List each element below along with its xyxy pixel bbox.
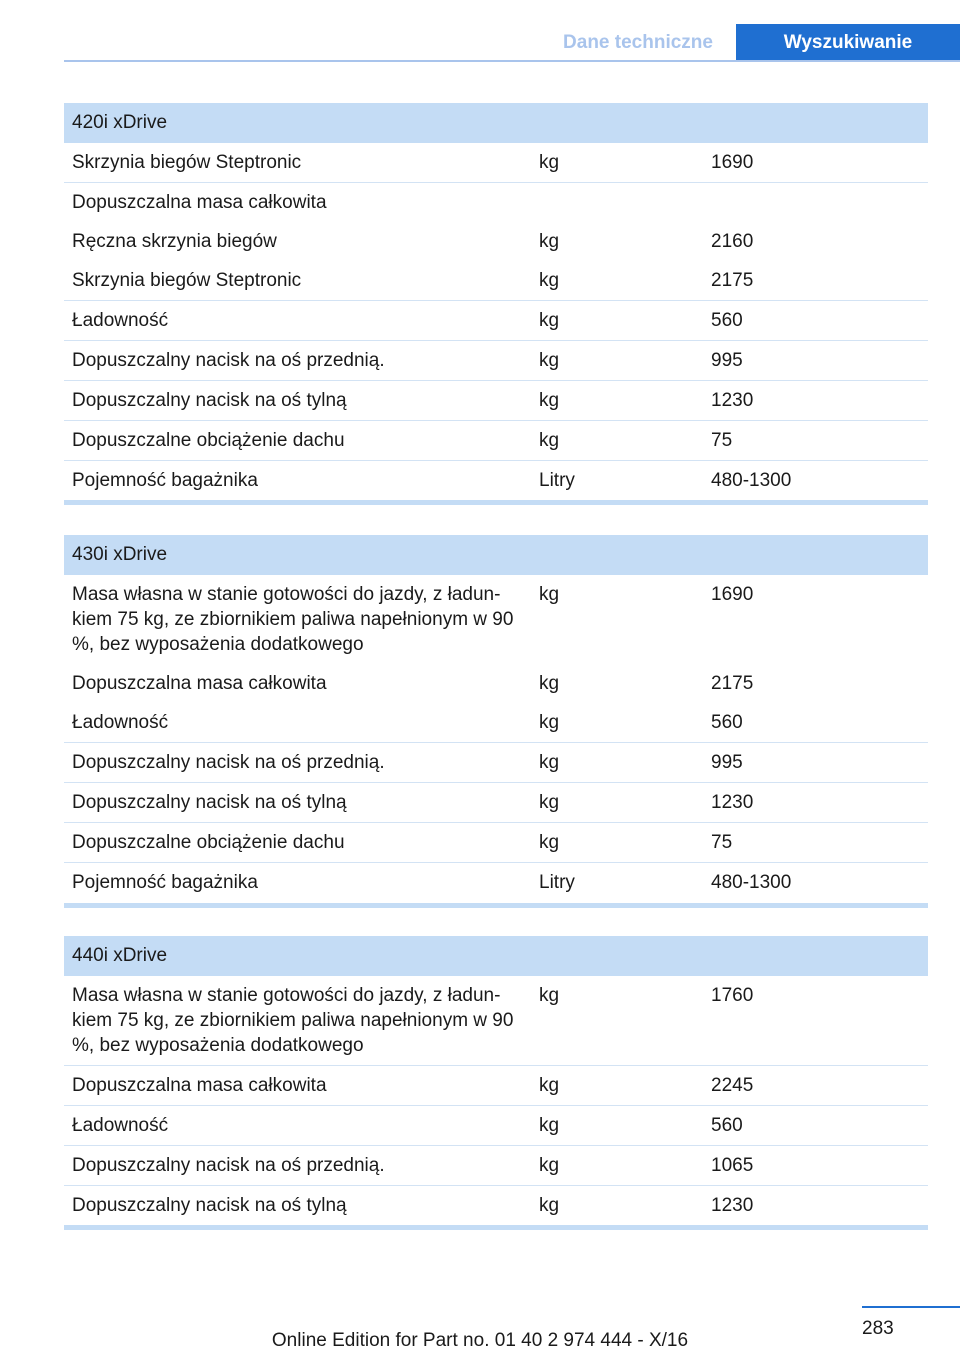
row-unit: kg [539,231,560,252]
row-label: Dopuszczalny nacisk na oś przednią. [72,752,385,773]
footer-edition: Online Edition for Part no. 01 40 2 974 444 - X/16 [271,1330,689,1351]
row-unit: Litry [539,872,575,893]
row-value: 2175 [711,673,754,694]
row-label: Masa własna w stanie gotowości do jazdy, z ładunkiem 75 kg, ze zbiornikiem paliwa napełnionym w 90 %, bez wyposażenia dodatkowego [72,985,514,1056]
row-value: 1690 [711,584,754,605]
row-unit: kg [539,752,560,773]
table-title: 430i xDrive [64,535,928,575]
row-value: 480-1300 [711,470,792,491]
row-unit: kg [539,1115,560,1136]
row-label: Masa własna w stanie gotowości do jazdy, z ładunkiem 75 kg, ze zbiornikiem paliwa napełnionym w 90 %, bez wyposażenia dodatkowego [72,584,514,655]
row-value: 1690 [711,152,754,173]
row-value: 2160 [711,231,754,252]
row-label: Skrzynia biegów Steptronic [72,270,302,291]
row-value: 1230 [711,390,754,411]
tab-wyszukiwanie[interactable]: Wyszukiwanie [736,24,960,62]
table-row [64,261,928,301]
row-unit: kg [539,430,560,451]
page-number-rule [862,1306,960,1308]
row-unit: kg [539,712,560,733]
table-row [64,143,928,183]
row-unit: kg [539,310,560,331]
row-label: Dopuszczalny nacisk na oś tylną [72,1195,347,1216]
row-label: Dopuszczalne obciążenie dachu [72,832,345,853]
row-label: Dopuszczalna masa całkowita [72,1075,327,1096]
table-row [64,575,928,664]
row-unit: kg [539,1075,560,1096]
table-title: 440i xDrive [64,936,928,976]
table-end-rule [64,903,928,908]
row-value: 995 [711,350,743,371]
tab-dane-techniczne[interactable]: Dane techniczne [563,32,713,53]
table-row [64,863,928,903]
table-row [64,783,928,823]
row-value: 560 [711,310,743,331]
row-label: Dopuszczalny nacisk na oś przednią. [72,350,385,371]
table-row [64,664,928,703]
row-value: 1065 [711,1155,754,1176]
row-label: Ładowność [72,310,169,331]
row-value: 560 [711,1115,743,1136]
table-row [64,421,928,461]
row-label: Skrzynia biegów Steptronic [72,152,302,173]
row-label: Dopuszczalna masa całkowita [72,673,327,694]
page-number: 283 [862,1318,894,1339]
row-unit: Litry [539,470,575,491]
row-label: Dopuszczalny nacisk na oś przednią. [72,1155,385,1176]
row-label: Dopuszczalne obciążenie dachu [72,430,345,451]
table-row [64,976,928,1066]
row-value: 1230 [711,792,754,813]
row-label: Ładowność [72,712,169,733]
row-label: Pojemność bagażnika [72,872,258,893]
row-label: Dopuszczalny nacisk na oś tylną [72,390,347,411]
table-end-rule [64,500,928,505]
row-unit: kg [539,792,560,813]
row-value: 2245 [711,1075,754,1096]
row-unit: kg [539,152,560,173]
row-value: 1760 [711,985,754,1006]
row-unit: kg [539,390,560,411]
page-header [0,0,960,62]
row-unit: kg [539,584,560,605]
row-value [711,183,928,222]
table-row [64,461,928,500]
table-end-rule [64,1225,928,1230]
table-row [64,1146,928,1186]
table-row [64,1066,928,1106]
row-value: 2175 [711,270,754,291]
row-unit: kg [539,832,560,853]
table-row [64,183,928,222]
table-row [64,222,928,261]
table-row [64,1186,928,1225]
table-row [64,823,928,863]
spec-table-440i [64,936,928,1230]
row-unit: kg [539,985,560,1006]
row-value: 995 [711,752,743,773]
row-unit: kg [539,1155,560,1176]
row-unit: kg [539,270,560,291]
row-value: 480-1300 [711,872,792,893]
row-label: Ręczna skrzynia biegów [72,231,277,252]
header-rule [64,60,960,62]
table-row [64,743,928,783]
row-label: Pojemność bagażnika [72,470,258,491]
table-row [64,381,928,421]
table-row [64,301,928,341]
row-value: 1230 [711,1195,754,1216]
row-value: 560 [711,712,743,733]
row-value: 75 [711,430,733,451]
spec-table-420i [64,103,928,505]
row-unit: kg [539,673,560,694]
row-label: Dopuszczalny nacisk na oś tylną [72,792,347,813]
row-value: 75 [711,832,733,853]
row-unit: kg [539,350,560,371]
row-label: Ładowność [72,1115,169,1136]
table-row [64,1106,928,1146]
table-row [64,341,928,381]
table-title: 420i xDrive [64,103,928,143]
row-unit: kg [539,1195,560,1216]
row-label: Dopuszczalna masa całkowita [72,192,327,213]
spec-table-430i [64,535,928,908]
row-unit [539,183,711,222]
table-row [64,703,928,743]
